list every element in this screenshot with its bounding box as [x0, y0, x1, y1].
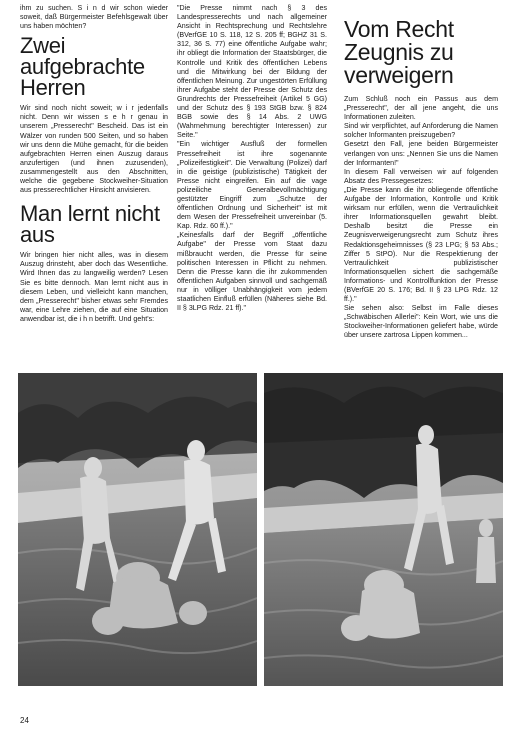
paragraph: Zum Schluß noch ein Passus aus dem „Presserecht", der all jene angeht, die uns Informationen zuleiten.: [344, 95, 498, 122]
photo-right: [264, 373, 503, 686]
heading-vom-recht-zeugnis: Vom Recht Zeugnis zu verweigern: [344, 16, 454, 88]
text-column-3: [344, 4, 498, 341]
paragraph: Gesetzt den Fall, jene beiden Bürgermeister verlangen von uns: „Nennen Sie uns die Namen der Informanten!": [344, 140, 498, 167]
paragraph: In diesem Fall verweisen wir auf folgenden Absatz des Pressegesetzes:: [344, 167, 498, 185]
text-column-2: [177, 4, 327, 313]
heading-zwei-aufgebrachte-herren: Zwei aufgebrachte Herren: [20, 33, 145, 101]
heading-man-lernt-nicht-aus: Man lernt nicht aus: [20, 201, 160, 248]
paragraph: Wir sind noch nicht soweit; w i r jedenfalls nicht. Denn wir wissen s e h r genau in unserem „Presserecht" Bescheid. Das ist ein Wälzer von runden 500 Seiten, und so haben wir uns denn die Mühe gemacht, für die beiden aufgebrachten Herren einen Auszug daraus anzufertigen (und ihnen zuzusenden), zusammengestellt aus den Abschnitten, welche die gegebene Stockweiher-Situation aus presserechtlicher Hinsicht anvisieren.: [20, 104, 168, 195]
text-column-1: [20, 4, 168, 324]
photo-left: [18, 373, 257, 686]
paragraph: Sind wir verpflichtet, auf Anforderung die Namen solcher Informanten preiszugeben?: [344, 122, 498, 140]
paragraph: "Ein wichtiger Ausfluß der formellen Pressefreiheit ist ihre sogenannte „Polizeifestigkeit". Die Verwaltung (Polizei) darf in die geistige (publizistische) Tätigkeit der Presse nicht eingreifen. Ein auf die vage polizeiliche Generalbevollmächtigung gestützter Eingriff zum „Schutze der öffentlichen Ordnung und Sicherheit" ist mit dem Wesen der Pressefreiheit unvereinbar (5. Kap. Rdz. 60 ff.).": [177, 140, 327, 231]
paragraph: Wir bringen hier nicht alles, was in diesem Auszug drinsteht, aber doch das Wesentliche. Wird Ihnen das zu langweilig werden? Lesen Sie es bitte dennoch. Man lernt nicht aus in diesem Leben, und vielleicht kann manchen, dem „Presserecht" bisher etwas sehr Fremdes war, eine Lehre ziehen, die auf eine Situation anwendbar ist, die i h n betrifft. Und geht's:: [20, 251, 168, 323]
paragraph: Sie sehen also: Selbst im Falle dieses „Schwäbischen Allerlei": Kein Wort, wie uns die Stockweiher-Informationen geliefert habe, würde über unsere zartrosa Lippen kommen...: [344, 304, 498, 340]
page-number: 24: [20, 716, 29, 725]
paragraph: „Die Presse kann die ihr obliegende öffentliche Aufgabe der Information, Kontrolle und Kritik wirksam nur erfüllen, wenn die Vertraulichkeit ihrer Informationsquellen gewahrt bleibt. Deshalb besitzt die Presse ein Zeugnisverweigerungsrecht zum Schutz ihres Redaktionsgeheimnisses (§ 23 LPG; § 53 Abs.; Ziffer 5 StPO). Nur die Respektierung der Vertraulichkeit publizistischer Informationsquellen sichert die sachgemäße Informations- und Kontrollfunktion der Presse (BVerfGE 20 S. 176; Bd. II § 23 LPG Rdz. 12 ff.).": [344, 185, 498, 304]
intro-paragraph: ihm zu suchen. S i n d wir schon wieder soweit, daß Bürgermeister Befehlsgewalt über uns haben möchten?: [20, 4, 168, 31]
paragraph: "Die Presse nimmt nach § 3 des Landespresserechts und nach allgemeiner Ansicht in Rechtsprechung und Rechtslehre (BVerfGE 10 S. 118, 12 S. 205 ff; BGHZ 31 S. 312, 36 S. 77) eine öffentliche Aufgabe wahr; ihr obliegt die Information der Staatsbürger, die Kontrolle und Kritik des öffentlichen Lebens und die Mitwirkung bei der Bildung der öffentlichen Meinung. Zur ungestörten Erfüllung ihrer Aufgabe steht der Presse der Schutz des Grundrechts der Pressefreiheit (Artikel 5 GG) und der Schutz des § 193 StGB bzw. § 824 BGB sowie des § 14 Abs. 2 UWG (Wahrnehmung berechtigter Interessen) zur Seite.": [177, 4, 327, 140]
paragraph: „Keinesfalls darf der Begriff „öffentliche Aufgabe" der Presse vom Staat dazu mißbraucht werden, die Presse für seine politischen Interessen in Pflicht zu nehmen. Denn die Presse kann die ihr zukommenden öffentlichen Aufgaben sinnvoll und sachgemäß nur in völliger Unabhängigkeit vom jedem staatlichen Einfluß erfüllen (Näheres siehe Bd. II § 3LPG Rdz. 21 ff).": [177, 231, 327, 313]
